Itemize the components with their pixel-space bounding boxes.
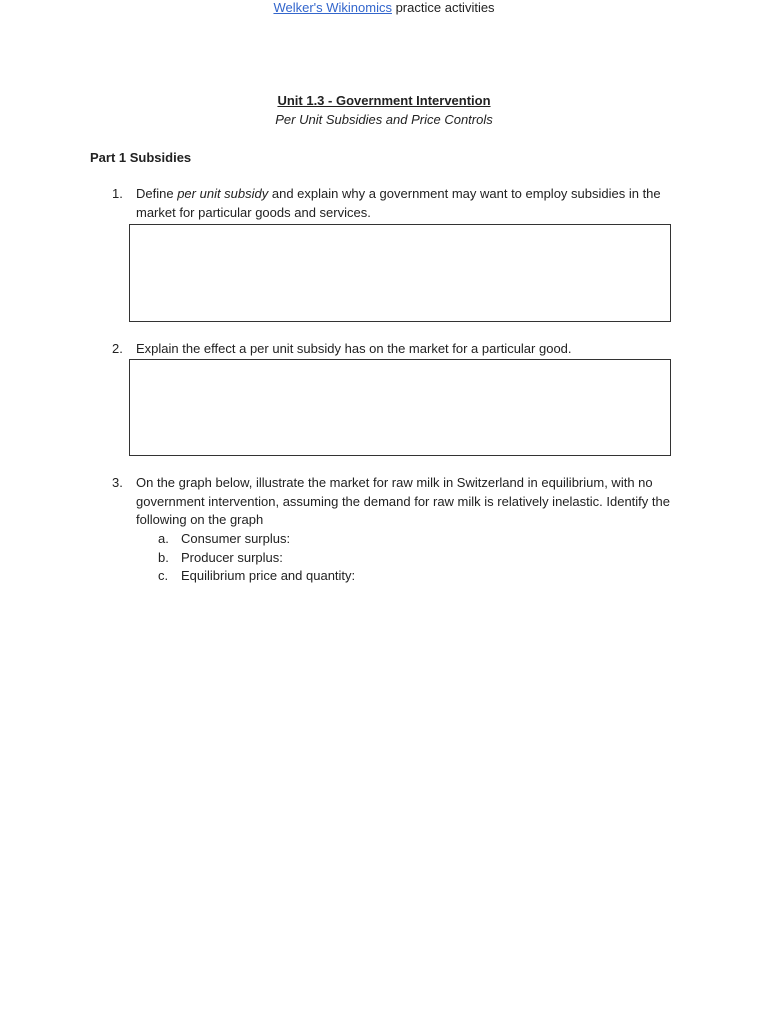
wikinomics-link[interactable]: Welker's Wikinomics — [273, 0, 392, 15]
list-item-text: Producer surplus: — [181, 549, 283, 565]
question-text — [136, 185, 677, 222]
answer-box-2[interactable] — [129, 359, 671, 456]
part-heading: Part 1 Subsidies — [90, 150, 192, 165]
question-3 — [112, 474, 677, 530]
page-header — [0, 0, 768, 16]
question-text-emphasis: per unit subsidy — [177, 186, 269, 201]
question-1 — [112, 185, 677, 222]
list-item-text: Equilibrium price and quantity: — [181, 568, 356, 583]
question-text-part: Define — [136, 186, 178, 201]
header-suffix: practice activities — [391, 0, 495, 15]
question-number: 1. — [112, 186, 123, 201]
answer-box-1[interactable] — [129, 224, 671, 322]
list-item-text: Consumer surplus: — [181, 531, 291, 546]
list-item-letter: c. — [158, 568, 169, 583]
question-2 — [112, 340, 677, 359]
question-text: Explain the effect a per unit subsidy has on the market for a particular good. — [136, 341, 572, 356]
list-item-letter: a. — [158, 531, 169, 546]
list-item-letter: b. — [158, 549, 169, 565]
question-number: 2. — [112, 341, 123, 356]
page-title: Unit 1.3 - Government Intervention — [277, 93, 491, 108]
question-text-part: and explain why a government may want to employ subsidies in the market for particular goods and services. — [136, 186, 661, 220]
question-number: 3. — [112, 475, 123, 490]
question-text: On the graph below, illustrate the market for raw milk in Switzerland in equilibrium, with no government intervention, assuming the demand for raw milk is relatively inelastic. Identify the following on the graph — [136, 475, 670, 527]
page-subtitle: Per Unit Subsidies and Price Controls — [275, 112, 493, 127]
